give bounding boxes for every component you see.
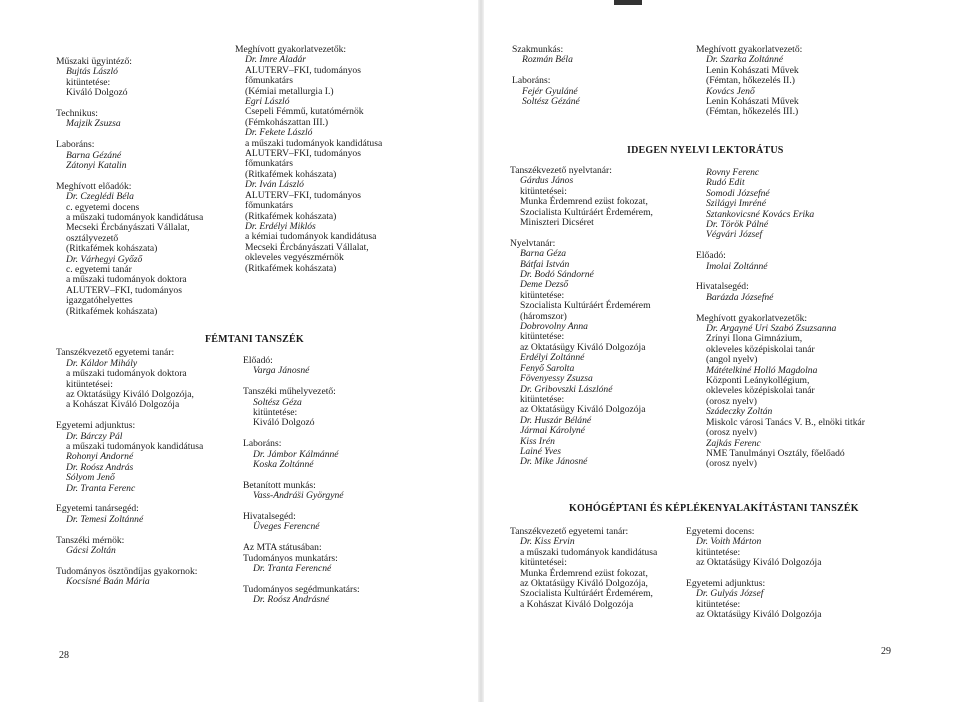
- person-name: Barna Géza: [520, 248, 567, 260]
- person-name: Dr. Jámbor Kálmánné: [253, 448, 339, 460]
- text-line: Meghívott előadók:: [56, 180, 132, 192]
- person-name: Zajkás Ferenc: [706, 437, 761, 449]
- text-line: Nyelvtanár:: [510, 237, 556, 249]
- person-name: Sólyom Jenő: [66, 472, 115, 484]
- person-name: Deme Dezső: [520, 279, 569, 291]
- text-line: a műszaki tudományok kandidátusa: [66, 212, 204, 224]
- spacer: [56, 525, 203, 535]
- text-line: (háromszor): [520, 310, 567, 322]
- text-line: Munka Érdemrend ezüst fokozat,: [520, 567, 648, 579]
- person-name: Dr. Bodó Sándorné: [520, 269, 594, 281]
- person-name: Dr. Tranta Ferencné: [253, 563, 332, 575]
- text-line: (Fémtan, hőkezelés III.): [706, 106, 799, 118]
- text-line: Laboráns:: [56, 139, 95, 151]
- column-right-2-middle: [696, 168, 865, 470]
- person-name: Dr. Tranta Ferenc: [66, 482, 136, 494]
- text-line: kitüntetése:: [696, 546, 741, 558]
- page-number-right: 29: [881, 646, 891, 657]
- text-line: a műszaki tudományok kandidátusa: [245, 137, 383, 149]
- text-line: Lenin Kohászati Művek: [706, 96, 799, 108]
- text-line: Műszaki ügyintéző:: [56, 56, 132, 67]
- text-line: Szocialista Kultúráért Érdemérem: [520, 300, 651, 312]
- text-line: c. egyetemi tanár: [66, 264, 132, 276]
- text-line: (Ritkafémek kohászata): [66, 305, 158, 317]
- person-name: Dr. Roósz Andrásné: [253, 594, 330, 606]
- person-name: Majzik Zsuzsa: [66, 118, 121, 130]
- text-line: kitüntetése:: [520, 289, 565, 301]
- text-line: Egyetemi adjunktus:: [686, 578, 766, 590]
- person-name: Koska Zoltánné: [253, 459, 314, 471]
- person-name: Dr. Iván László: [245, 179, 304, 191]
- spacer: [56, 328, 203, 338]
- text-line: Előadó:: [243, 355, 273, 366]
- text-line: Szakmunkás:: [512, 44, 564, 55]
- text-line: főmunkatárs: [245, 200, 293, 212]
- column-right-1-bottom: [510, 527, 657, 610]
- text-line: kitüntetései:: [66, 378, 113, 390]
- spacer: [56, 317, 203, 327]
- text-line: a Kohászat Kiváló Dolgozója: [520, 598, 634, 610]
- text-line: Meghívott gyakorlatvezetők:: [235, 44, 347, 55]
- text-line: Kiváló Dolgozó: [66, 87, 128, 99]
- text-line: Technikus:: [56, 108, 98, 120]
- text-line: a kémiai tudományok kandidátusa: [245, 231, 377, 243]
- text-line: Tudományos munkatárs:: [243, 552, 338, 564]
- text-line: okleveles középiskolai tanár: [706, 385, 815, 397]
- text-line: az Oktatásügy Kiváló Dolgozója: [520, 341, 646, 353]
- person-name: Dr. Imre Aladár: [245, 54, 307, 66]
- text-line: Csepeli Fémmű, kutatómérnök: [245, 106, 364, 118]
- person-name: Dr. Roósz András: [66, 461, 134, 473]
- text-line: Tanszékvezető egyetemi tanár:: [56, 347, 175, 359]
- person-name: Barázda Józsefné: [706, 291, 774, 303]
- text-line: Tanszéki mérnök:: [56, 534, 125, 546]
- person-name: Egri László: [245, 96, 290, 108]
- person-name: Dr. Gribovszki Lászlóné: [520, 383, 613, 395]
- text-line: az Oktatásügy Kiváló Dolgozója: [696, 609, 822, 621]
- person-name: Zátonyi Katalin: [66, 160, 127, 172]
- text-line: Munka Érdemrend ezüst fokozat,: [520, 196, 648, 208]
- person-name: Dr. Czeglédi Béla: [66, 191, 134, 203]
- person-name: Dr. Káldor Mihály: [66, 357, 138, 369]
- text-line: (angol nyelv): [706, 354, 758, 366]
- text-line: Mecseki Ércbányászati Vállalat,: [245, 241, 369, 253]
- text-line: Zrínyi Ilona Gimnázium,: [706, 333, 803, 345]
- person-name: Dr. Kiss Ervin: [520, 536, 575, 548]
- person-name: Fövenyessy Zsuzsa: [520, 373, 593, 385]
- text-line: Tanszékvezető egyetemi tanár:: [510, 526, 629, 537]
- column-right-2-bottom: [686, 527, 821, 621]
- text-line: Egyetemi tanársegéd:: [56, 503, 139, 515]
- text-line: (Kémiai metallurgia I.): [245, 85, 334, 97]
- column-right-1-middle: [510, 166, 653, 468]
- person-name: Szilágyi Imréné: [706, 198, 766, 210]
- text-line: ALUTERV–FKI, tudományos: [245, 148, 361, 160]
- section-heading-kohogeptani: KOHÓGÉPTANI ÉS KÉPLÉKENYALAKÍTÁSTANI TANSZÉK: [569, 503, 859, 514]
- text-line: (orosz nyelv): [706, 395, 757, 407]
- person-name: Imolai Zoltánné: [706, 260, 768, 272]
- top-mark: [614, 0, 642, 5]
- person-name: Dr. Bárczy Pál: [66, 430, 123, 442]
- text-line: Előadó:: [696, 250, 726, 262]
- person-name: Dr. Gulyás József: [696, 588, 764, 600]
- text-line: Lenin Kohászati Művek: [706, 64, 799, 76]
- person-name: Vass-András̈i Györgyné: [253, 490, 344, 502]
- text-line: Kiváló Dolgozó: [253, 417, 315, 429]
- text-line: Szocialista Kultúráért Érdemérem,: [520, 206, 653, 218]
- person-name: Fejér Gyuláné: [522, 85, 578, 97]
- person-name: Soltész Géza: [253, 396, 302, 408]
- person-name: Dr. Várhegyi Győző: [66, 253, 143, 265]
- text-line: NME Tanulmányi Osztály, főelőadó: [706, 447, 845, 459]
- person-name: Kovács Jenő: [706, 85, 755, 97]
- text-line: Egyetemi docens:: [686, 526, 755, 537]
- text-line: a műszaki tudományok kandidátusa: [520, 546, 658, 558]
- text-line: kitüntetései:: [520, 185, 567, 197]
- column-right-1-top: [512, 45, 580, 107]
- text-line: (Ritkafémek kohászata): [245, 210, 337, 222]
- text-line: (Ritkafémek kohászata): [245, 168, 337, 180]
- person-name: Dr. Erdélyi Miklós: [245, 220, 316, 232]
- text-line: Miskolc városi Tanács V. B., elnöki titkár: [706, 416, 865, 428]
- person-name: Fenyő Sarolta: [520, 362, 575, 374]
- text-line: Laboráns:: [243, 438, 282, 450]
- person-name: Dr. Temesi Zoltánné: [66, 513, 144, 525]
- column-right-2-top: [696, 45, 802, 118]
- text-line: osztályvezető: [66, 232, 119, 244]
- text-line: Egyetemi adjunktus:: [56, 420, 136, 432]
- person-name: Jármai Károlyné: [520, 425, 585, 437]
- text-line: kitüntetése:: [66, 76, 111, 88]
- section-heading-idegen: IDEGEN NYELVI LEKTORÁTUS: [627, 145, 784, 156]
- text-line: Betanított munkás:: [243, 479, 316, 491]
- text-line: az Oktatásügy Kiváló Dolgozója,: [520, 578, 648, 590]
- person-name: Rovny Ferenc: [706, 167, 760, 178]
- section-heading-femtani: FÉMTANI TANSZÉK: [205, 334, 304, 345]
- text-line: a műszaki tudományok doktora: [66, 274, 187, 286]
- text-line: c. egyetemi docens: [66, 201, 140, 213]
- person-name: Rudó Edit: [706, 177, 745, 189]
- column-left-2-top: [235, 45, 382, 274]
- text-line: Tudományos segédmunkatárs:: [243, 583, 360, 595]
- text-line: a Kohászat Kiváló Dolgozója: [66, 399, 180, 411]
- person-name: Dr. Voith Márton: [696, 536, 762, 548]
- text-line: Laboráns:: [512, 75, 551, 87]
- text-line: a műszaki tudományok kandidátusa: [66, 440, 204, 452]
- person-name: Dr. Török Pálné: [706, 219, 769, 231]
- text-line: az Oktatásügy Kiváló Dolgozója,: [66, 388, 194, 400]
- text-line: (Fémkohászattan III.): [245, 116, 329, 128]
- text-line: Az MTA státusában:: [243, 542, 322, 554]
- text-line: Meghívott gyakorlatvezetők:: [696, 312, 808, 324]
- person-name: Bujtás László: [66, 66, 118, 78]
- text-line: (orosz nyelv): [706, 427, 757, 439]
- column-left-2-bottom: [243, 356, 360, 606]
- text-line: kitüntetései:: [520, 557, 567, 569]
- text-line: (orosz nyelv): [706, 458, 757, 470]
- person-name: Dr. Fekete László: [245, 127, 313, 139]
- person-name: Kocsisné Baán Mária: [66, 576, 150, 588]
- text-line: Tanszéki műhelyvezető:: [243, 386, 336, 398]
- text-line: kitüntetése:: [520, 331, 565, 343]
- person-name: Sztankovicsné Kovács Erika: [706, 208, 815, 220]
- text-line: a műszaki tudományok doktora: [66, 368, 187, 380]
- person-name: Dobrovolny Anna: [520, 321, 588, 333]
- text-line: Központi Leánykollégium,: [706, 375, 810, 387]
- text-line: igazgatóhelyettes: [66, 295, 133, 307]
- person-name: Somodi Józsefné: [706, 187, 770, 199]
- person-name: Dr. Huszár Béláné: [520, 414, 592, 426]
- text-line: kitüntetése:: [520, 393, 565, 405]
- person-name: Varga Jánosné: [253, 365, 310, 377]
- text-line: (Ritkafémek kohászata): [66, 243, 158, 255]
- text-line: Tanszékvezető nyelvtanár:: [510, 165, 612, 176]
- text-line: Miniszteri Dicséret: [520, 217, 594, 229]
- text-line: kitüntetése:: [253, 407, 298, 419]
- text-line: okleveles középiskolai tanár: [706, 343, 815, 355]
- person-name: Üveges Ferencné: [253, 521, 320, 533]
- text-line: Hivatalsegéd:: [696, 281, 749, 293]
- text-line: Tudományos ösztöndíjas gyakornok:: [56, 565, 198, 577]
- person-name: Rozmán Béla: [522, 54, 573, 66]
- person-name: Gárdus János: [520, 175, 574, 187]
- text-line: Hivatalsegéd:: [243, 511, 296, 523]
- book-gutter: [478, 0, 484, 702]
- text-line: ALUTERV–FKI, tudományos: [66, 284, 182, 296]
- text-line: Meghívott gyakorlatvezető:: [696, 44, 803, 55]
- person-name: Dr. Argayné Uri Szabó Zsuzsanna: [706, 323, 837, 335]
- person-name: Kiss Irén: [520, 435, 555, 447]
- column-left-1: [56, 57, 203, 588]
- text-line: kitüntetése:: [696, 598, 741, 610]
- text-line: az Oktatásügy Kiváló Dolgozója: [696, 557, 822, 569]
- person-name: Mátételkiné Holló Magdolna: [706, 364, 818, 376]
- text-line: Mecseki Ércbányászati Vállalat,: [66, 222, 190, 234]
- person-name: Dr. Szarka Zoltánné: [706, 54, 784, 66]
- text-line: ALUTERV–FKI, tudományos: [245, 189, 361, 201]
- text-line: (Ritkafémek kohászata): [245, 262, 337, 274]
- person-name: Erdélyi Zoltánné: [520, 352, 585, 364]
- person-name: Szádeczky Zoltán: [706, 406, 773, 418]
- page-number-left: 28: [59, 650, 69, 661]
- person-name: Végvári József: [706, 229, 763, 241]
- person-name: Bátfai István: [520, 258, 570, 270]
- person-name: Rohonyi Andorné: [66, 451, 134, 463]
- person-name: Soltész Gézáné: [522, 96, 580, 108]
- person-name: Dr. Mike Jánosné: [520, 456, 588, 468]
- text-line: főmunkatárs: [245, 158, 293, 170]
- person-name: Gácsi Zoltán: [66, 544, 116, 556]
- person-name: Barna Gézáné: [66, 149, 122, 161]
- text-line: okleveles vegyészmérnök: [245, 252, 344, 264]
- text-line: (Fémtan, hőkezelés II.): [706, 75, 795, 87]
- text-line: főmunkatárs: [245, 75, 293, 87]
- text-line: Szocialista Kultúráért Érdemérem,: [520, 588, 653, 600]
- person-name: Lainé Yves: [520, 445, 561, 457]
- text-line: az Oktatásügy Kiváló Dolgozója: [520, 404, 646, 416]
- text-line: ALUTERV–FKI, tudományos: [245, 64, 361, 76]
